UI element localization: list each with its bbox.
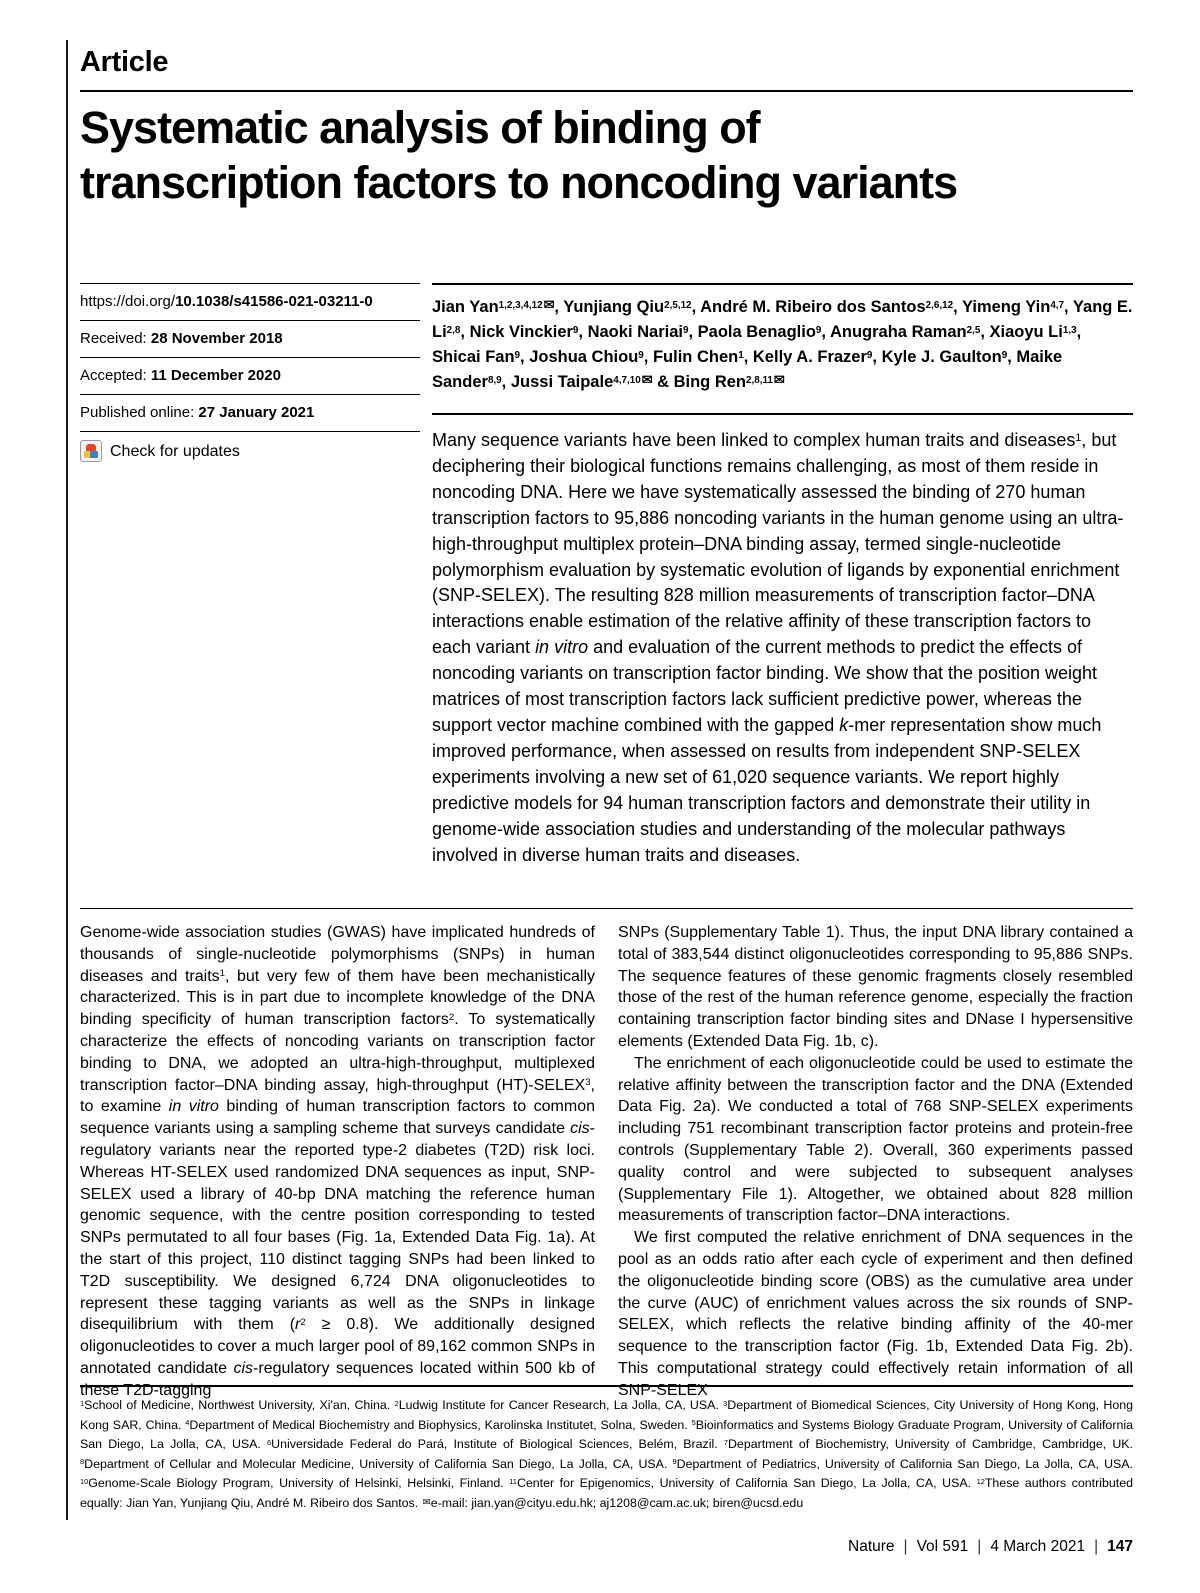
accepted-date: 11 December 2020 — [150, 367, 281, 384]
body-paragraph: We first computed the relative enrichment of DNA sequences in the pool as an odds ratio after each cycle of experiment and then defined the oligonucleotide binding score (OBS) as the cumulative area under the curve (AUC) of enrichment values across the six rounds of SNP-SELEX, which reflects the relative binding affinity of the 40-mer sequence to the transcription factor (Fig. 1b, Extended Data Fig. 2b). This computational strategy could effectively retain information of all SNP-SELEX — [618, 1229, 1133, 1399]
body-paragraph: Genome-wide association studies (GWAS) have implicated hundreds of thousands of single-nucleotide polymorphisms (SNPs) in human diseases and traits$^1$, but very few of them have been mechanistically characterized. This is in part due to incomplete knowledge of the DNA binding specificity of human transcription factors$^2$. To systematically characterize the effects of noncoding variants on transcription factor binding to DNA, we adopted an ultra-high-throughput, multiplexed transcription factor–DNA binding assay, high-throughput (HT)-SELEX$^3$, to examine in vitro binding of human transcription factors to common sequence variants using a sampling scheme that surveys candidate cis-regulatory variants near the reported type-2 diabetes (T2D) risk loci. Whereas HT-SELEX used randomized DNA sequences as input, SNP-SELEX used a library of 40-bp DNA matching the reference human genomic sequence, with the centre position corresponding to tested SNPs permutated to all four bases (Fig. 1a, Extended Data Fig. 1a). At the start of this project, 110 distinct tagging SNPs had been linked to T2D susceptibility. We designed 6,724 DNA oligonucleotides to represent these tagging variants as well as the SNPs in linkage disequilibrium with them $(r^2 \ge 0.8)$. We additionally designed oligonucleotides to cover a much larger pool of 89,162 common SNPs in annotated candidate cis-regulatory sequences located within 500 kb of these T2D-tagging — [80, 924, 596, 1399]
crossmark-blue-shape — [90, 451, 98, 458]
page-footer — [80, 1538, 1133, 1556]
footer-separator: | — [903, 1538, 908, 1555]
footer-separator: | — [1094, 1538, 1099, 1555]
doi-row[interactable] — [80, 283, 420, 320]
article-kicker: Article — [80, 46, 169, 78]
envelope-icon: ✉ — [543, 296, 555, 312]
envelope-icon: ✉ — [422, 1496, 431, 1508]
author-list: Jian Yan$^{1,2,3,4,12}$✉, Yunjiang Qiu$^{2,5,12}$, André M. Ribeiro dos Santos$^{2,6,12}$, Yimeng Yin$^{4,7}$, Yang E. Li$^{2,8}$, Nick Vinckier$^9$, Naoki Nariai$^9$, Paola Benaglio$^9$, Anugraha Raman$^{2,5}$, Xiaoyu Li$^{1,3}$, Shicai Fan$^9$, Joshua Chiou$^9$, Fulin Chen$^1$, Kelly A. Frazer$^9$, Kyle J. Gaulton$^9$, Maike Sander$^{8,9}$, Jussi Taipale$^{4,7,10}$✉ & Bing Ren$^{2,8,11}$✉ — [432, 283, 1133, 395]
article-title-line1: Systematic analysis of binding of — [80, 102, 760, 153]
crossmark-icon — [80, 440, 102, 462]
accepted-row — [80, 357, 420, 394]
article-body — [80, 908, 1133, 1402]
page-number: 147 — [1107, 1538, 1133, 1555]
footer-separator: | — [977, 1538, 982, 1555]
page-edge-line — [66, 40, 68, 1520]
affiliations-footnotes: $^1$School of Medicine, Northwest University, Xi'an, China. $^2$Ludwig Institute for Cancer Research, La Jolla, CA, USA. $^3$Department of Biomedical Sciences, City University of Hong Kong, Hong Kong SAR, China. $^4$Department of Medical Biochemistry and Biophysics, Karolinska Institutet, Solna, Sweden. $^5$Bioinformatics and Systems Biology Graduate Program, University of California San Diego, La Jolla, CA, USA. $^6$Universidade Federal do Pará, Institute of Biological Sciences, Belém, Brazil. $^7$Department of Biochemistry, University of Cambridge, Cambridge, UK. $^8$Department of Cellular and Molecular Medicine, University of California San Diego, La Jolla, CA, USA. $^9$Department of Pediatrics, University of California San Diego, La Jolla, CA, USA. $^{10}$Genome-Scale Biology Program, University of Helsinki, Helsinki, Finland. $^{11}$Center for Epigenomics, University of California San Diego, La Jolla, CA, USA. $^{12}$These authors contributed equally: Jian Yan, Yunjiang Qiu, André M. Ribeiro dos Santos. ✉e-mail: jian.yan@cityu.edu.hk; aj1208@cam.ac.uk; biren@ucsd.edu — [80, 1385, 1133, 1515]
check-for-updates-label: Check for updates — [110, 442, 240, 460]
body-columns — [80, 922, 1133, 1402]
received-label: Received: — [80, 330, 151, 347]
doi-link[interactable]: 10.1038/s41586-021-03211-0 — [175, 293, 373, 310]
accepted-label: Accepted: — [80, 367, 151, 384]
abstract-block: Many sequence variants have been linked to complex human traits and diseases$^1$, but deciphering their biological functions remains challenging, as most of them reside in noncoding DNA. Here we have systematically assessed the binding of 270 human transcription factors to 95,886 noncoding variants in the human genome using an ultra-high-throughput multiplex protein–DNA binding assay, termed single-nucleotide polymorphism evaluation by systematic evolution of ligands by exponential enrichment (SNP-SELEX). The resulting 828 million measurements of transcription factor–DNA interactions enable estimation of the relative affinity of these transcription factors to each variant in vitro and evaluation of the current methods to predict the effects of noncoding variants on transcription factor binding. We show that the position weight matrices of most transcription factors lack sufficient predictive power, whereas the support vector machine combined with the gapped k-mer representation show much improved performance, when assessed on results from independent SNP-SELEX experiments involving a new set of 61,020 sequence variants. We report highly predictive models for 94 human transcription factors and demonstrate their utility in genome-wide association studies and understanding of the molecular pathways involved in diverse human traits and diseases. — [432, 413, 1133, 868]
article-title — [80, 100, 1140, 210]
right-column — [618, 922, 1133, 1402]
kicker-rule — [80, 90, 1133, 92]
published-row — [80, 394, 420, 431]
left-column — [80, 922, 595, 1402]
journal-name: Nature — [848, 1538, 895, 1555]
published-date: 27 January 2021 — [198, 404, 315, 421]
published-label: Published online: — [80, 404, 199, 421]
body-paragraph: The enrichment of each oligonucleotide could be used to estimate the relative affinity between the transcription factor and the DNA (Extended Data Fig. 2a). We conducted a total of 768 SNP-SELEX experiments including 751 recombinant transcription factor proteins and protein-free controls (Supplementary Table 2). Overall, 360 experiments passed quality control and were subjected to subsequent analyses (Supplementary File 1). Altogether, we obtained about 828 million measurements of transcription factor–DNA interactions. — [618, 1054, 1133, 1225]
issue-date: 4 March 2021 — [990, 1538, 1086, 1555]
body-paragraph: SNPs (Supplementary Table 1). Thus, the input DNA library contained a total of 383,544 distinct oligonucleotides corresponding to 95,886 SNPs. The sequence features of these genomic fragments closely resembled those of the rest of the human reference genome, especially the fraction containing transcription factor binding sites and DNase I hypersensitive elements (Extended Data Fig. 1b, c). — [618, 924, 1133, 1050]
check-for-updates-button[interactable] — [80, 431, 420, 471]
article-page — [80, 0, 1133, 1593]
envelope-icon: ✉ — [773, 371, 785, 387]
volume-label: Vol 591 — [916, 1538, 969, 1555]
received-row — [80, 320, 420, 357]
article-title-line2: transcription factors to noncoding variants — [80, 157, 958, 208]
metadata-panel — [80, 283, 420, 471]
envelope-icon: ✉ — [641, 371, 653, 387]
doi-prefix: https://doi.org/ — [80, 293, 176, 310]
received-date: 28 November 2018 — [150, 330, 283, 347]
